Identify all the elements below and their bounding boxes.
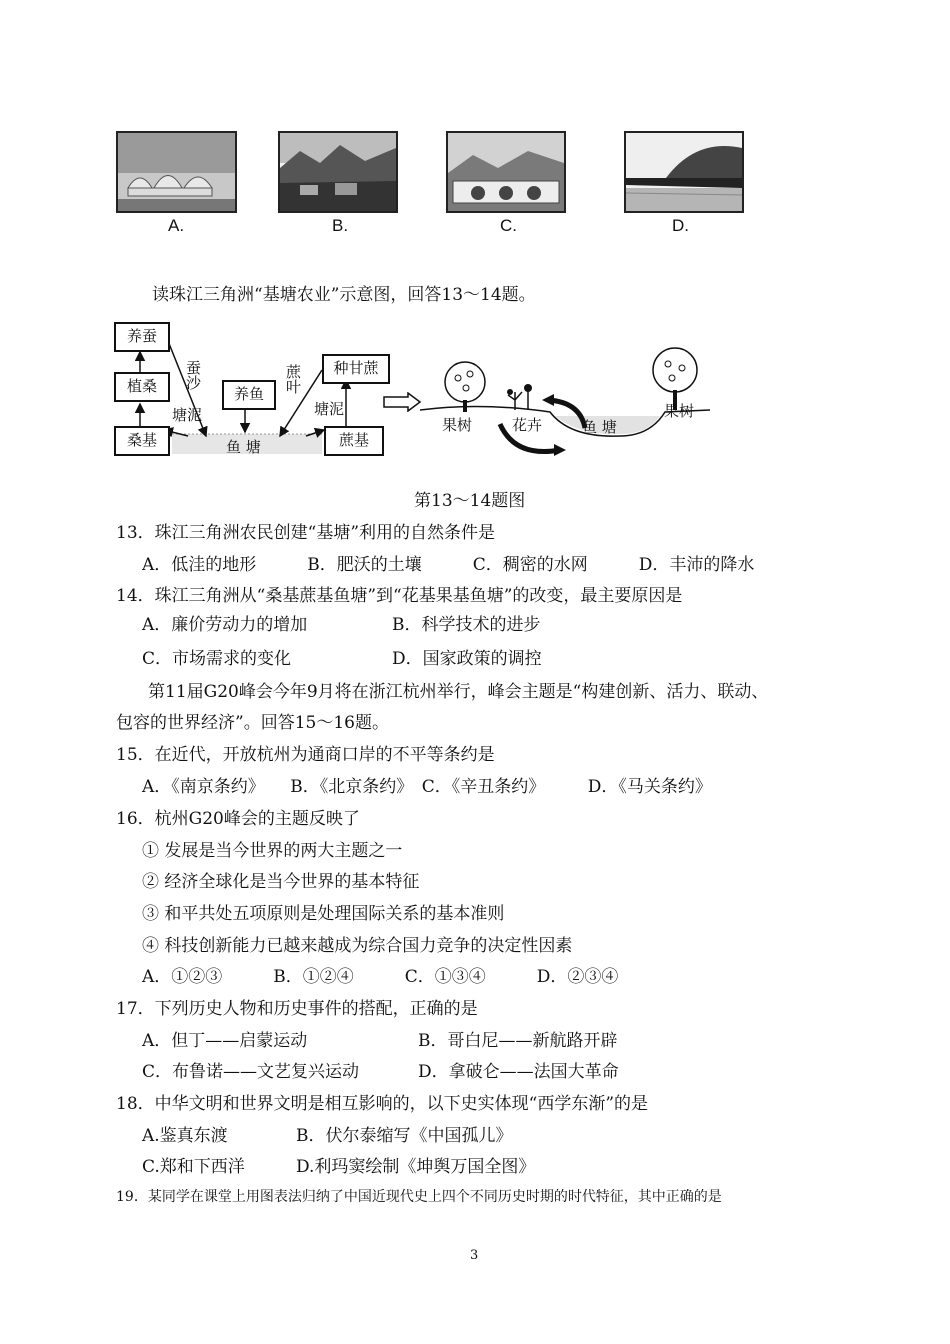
photo-a-label: A. <box>168 216 185 235</box>
label-cansha: 蚕沙 <box>184 360 202 390</box>
q16-options: A．①②③ B．①②④ C．①③④ D．②③④ <box>142 967 619 987</box>
intro-15-16-line2: 包容的世界经济”。回答15～16题。 <box>116 713 389 733</box>
q17-stem: 17．下列历史人物和历史事件的搭配，正确的是 <box>116 999 478 1019</box>
q19-stem: 19．某同学在课堂上用图表法归纳了中国近现代史上四个不同历史时期的时代特征，其中正确的是 <box>116 1189 722 1205</box>
q16-statement-4: ④ 科技创新能力已越来越成为综合国力竞争的决定性因素 <box>142 936 573 956</box>
q14-option-b: B．科学技术的进步 <box>392 615 541 635</box>
q14-option-c: C．市场需求的变化 <box>142 649 292 669</box>
photo-d <box>624 131 744 213</box>
q17-option-a: A．但丁——启蒙运动 <box>142 1031 308 1051</box>
q14-option-a: A．廉价劳动力的增加 <box>142 615 308 635</box>
figure-caption: 第13～14题图 <box>414 491 526 511</box>
q14-option-d: D．国家政策的调控 <box>392 649 542 669</box>
q13-options: A．低洼的地形 B．肥沃的土壤 C．稠密的水网 D．丰沛的降水 <box>142 555 755 575</box>
q16-statement-2: ② 经济全球化是当今世界的基本特征 <box>142 872 420 892</box>
q18-option-b: B．伏尔泰缩写《中国孤儿》 <box>296 1126 513 1146</box>
diagram-huaji-guoji <box>420 340 710 464</box>
label-guoshu-left: 果树 <box>442 416 473 434</box>
q17-option-b: B．哥白尼——新航路开辟 <box>418 1031 618 1051</box>
q15-stem: 15．在近代，开放杭州为通商口岸的不平等条约是 <box>116 745 495 765</box>
photo-d-label: D. <box>672 216 689 235</box>
intro-13-14: 读珠江三角洲“基塘农业”示意图，回答13～14题。 <box>152 285 536 305</box>
box-zhongganzhe: 种甘蔗 <box>322 354 390 384</box>
label-tangni-left: 塘泥 <box>172 406 203 424</box>
box-zhisang: 植桑 <box>114 372 170 402</box>
box-yangcan: 养蚕 <box>114 322 170 352</box>
label-yutang-left: 鱼 塘 <box>226 438 261 456</box>
box-zheji: 蔗基 <box>324 426 384 456</box>
page-number: 3 <box>470 1248 479 1263</box>
label-zheye: 蔗叶 <box>284 364 302 394</box>
photo-c <box>446 131 566 213</box>
q15-options: A．《南京条约》 B．《北京条约》 C．《辛丑条约》 D．《马关条约》 <box>142 777 712 797</box>
q14-stem: 14．珠江三角洲从“桑基蔗基鱼塘”到“花基果基鱼塘”的改变，最主要原因是 <box>116 586 683 606</box>
intro-15-16-line1: 第11届G20峰会今年9月将在浙江杭州举行，峰会主题是“构建创新、活力、联动、 <box>148 682 769 702</box>
q18-stem: 18．中华文明和世界文明是相互影响的，以下史实体现“西学东渐”的是 <box>116 1094 649 1114</box>
label-tangni-right: 塘泥 <box>314 400 345 418</box>
q17-option-c: C．布鲁诺——文艺复兴运动 <box>142 1062 360 1082</box>
q13-stem: 13．珠江三角洲农民创建“基塘”利用的自然条件是 <box>116 523 496 543</box>
photo-c-label: C. <box>500 216 517 235</box>
photo-b-label: B. <box>332 216 349 235</box>
photo-b <box>278 131 398 213</box>
label-huahui: 花卉 <box>512 416 543 434</box>
diagram-sangji-yutang <box>110 318 410 464</box>
transition-arrow-icon <box>382 392 422 412</box>
box-sangji: 桑基 <box>114 426 170 456</box>
label-yutang-right: 鱼 塘 <box>582 418 617 436</box>
q16-stem: 16．杭州G20峰会的主题反映了 <box>116 809 360 829</box>
q18-option-d: D.利玛窦绘制《坤舆万国全图》 <box>296 1157 536 1177</box>
box-yangyu: 养鱼 <box>222 380 276 410</box>
label-guoshu-right: 果树 <box>664 402 695 420</box>
q16-statement-3: ③ 和平共处五项原则是处理国际关系的基本准则 <box>142 904 505 924</box>
q17-option-d: D．拿破仑——法国大革命 <box>418 1062 619 1082</box>
q18-option-a: A.鉴真东渡 <box>142 1126 228 1146</box>
q16-statement-1: ① 发展是当今世界的两大主题之一 <box>142 841 403 861</box>
q18-option-c: C.郑和下西洋 <box>142 1157 245 1177</box>
photo-a <box>116 131 237 213</box>
